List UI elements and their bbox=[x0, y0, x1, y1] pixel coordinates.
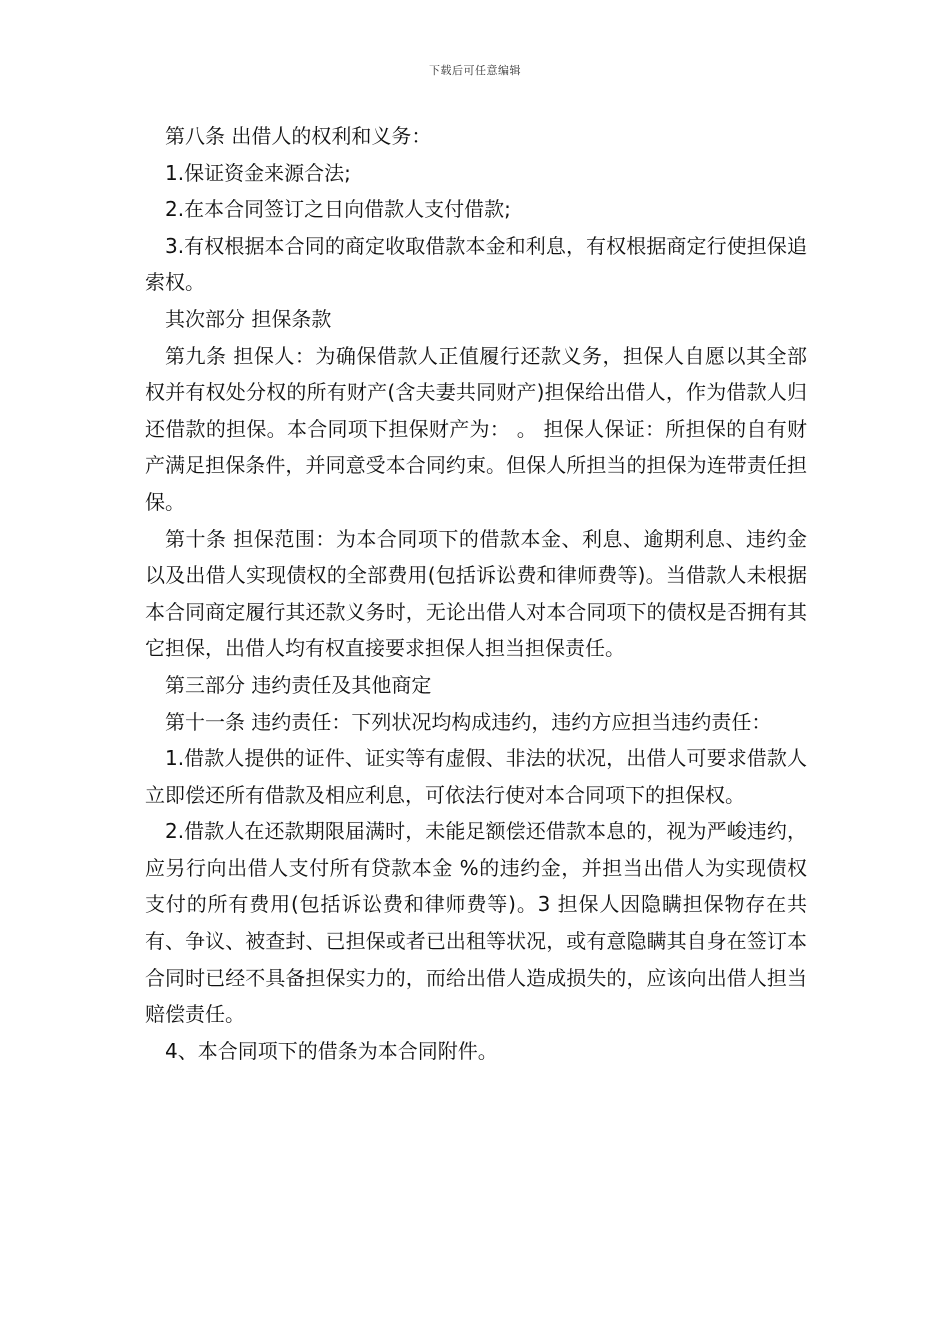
article-11-heading: 第十一条 违约责任：下列状况均构成违约，违约方应担当违约责任： bbox=[165, 709, 772, 734]
article-8-item-3: 3.有权根据本合同的商定收取借款本金和利息，有权根据商定行使担保追索权。 bbox=[145, 233, 807, 295]
part-3-heading: 第三部分 违约责任及其他商定 bbox=[165, 672, 432, 697]
article-8-item-2: 2.在本合同签订之日向借款人支付借款; bbox=[165, 197, 511, 222]
article-11-item-1: 1.借款人提供的证件、证实等有虚假、非法的状况，出借人可要求借款人立即偿还所有借款及相应利息，可依法行使对本合同项下的担保权。 bbox=[145, 746, 807, 807]
article-8-heading: 第八条 出借人的权利和义务： bbox=[165, 124, 432, 148]
article-10: 第十条 担保范围：为本合同项下的借款本金、利息、逾期利息、违约金以及出借人实现债权的全部费用(包括诉讼费和律师费等)。当借款人未根据本合同商定履行其还款义务时，无论出借人对本合同项下的债权是否拥有其它担保，出借人均有权直接要求担保人担当担保责任。 bbox=[145, 526, 807, 661]
article-8-item-1: 1.保证资金来源合法; bbox=[165, 160, 351, 185]
page-header: 下载后可任意编辑 bbox=[429, 64, 521, 77]
document-body bbox=[145, 118, 807, 1069]
article-11-item-4: 4、本合同项下的借条为本合同附件。 bbox=[165, 1038, 498, 1063]
article-11-item-2: 2.借款人在还款期限届满时，未能足额偿还借款本息的，视为严峻违约，应另行向出借人支付所有贷款本金 %的违约金，并担当出借人为实现债权支付的所有费用(包括诉讼费和律师费等)。3 担保人因隐瞒担保物存在共有、争议、被查封、已担保或者已出租等状况，或有意隐瞒其自身在签订本合同时已经不具备担保实力的，而给出借人造成损失的，应该向出借人担当赔偿责任。 bbox=[145, 819, 807, 1027]
part-2-heading: 其次部分 担保条款 bbox=[165, 306, 332, 331]
article-9: 第九条 担保人：为确保借款人正值履行还款义务，担保人自愿以其全部权并有权处分权的所有财产(含夫妻共同财产)担保给出借人，作为借款人归还借款的担保。本合同项下担保财产为： 。 担保人保证：所担保的自有财产满足担保条件，并同意受本合同约束。但保人所担当的担保为连带责任担保。 bbox=[145, 343, 807, 514]
